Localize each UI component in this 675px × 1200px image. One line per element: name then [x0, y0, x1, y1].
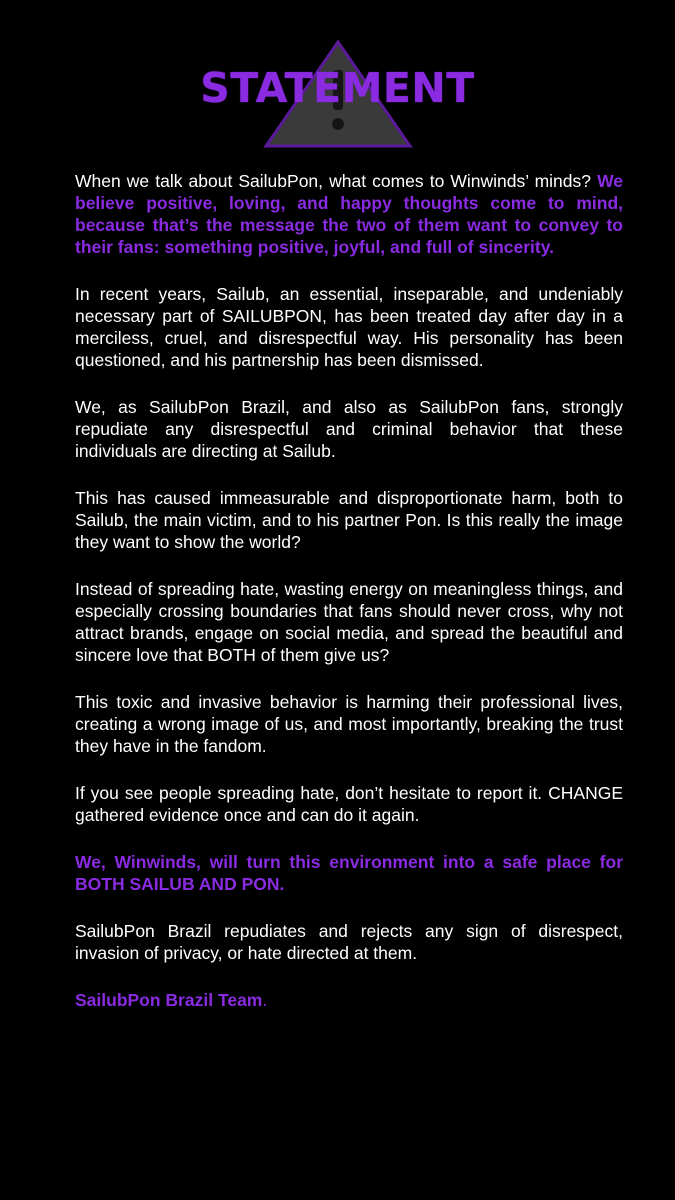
paragraph-6: This toxic and invasive behavior is harming their professional lives, creating a wrong image of us, and most importantly, breaking the trust they have in the fandom.	[75, 692, 623, 756]
header	[0, 40, 675, 150]
paragraph-8-highlight: We, Winwinds, will turn this environment into a safe place for BOTH SAILUB AND PON.	[75, 852, 623, 894]
statement-body	[75, 170, 623, 1036]
signature-period: .	[262, 990, 268, 1010]
paragraph-1-highlight: We believe positive, loving, and happy thoughts come to mind, because that’s the message the two of them want to convey to their fans: something positive, joyful, and full of sincerity.	[75, 171, 623, 257]
paragraph-4: This has caused immeasurable and disproportionate harm, both to Sailub, the main victim, and to his partner Pon. Is this really the image they want to show the world?	[75, 488, 623, 552]
paragraph-7: If you see people spreading hate, don’t hesitate to report it. CHANGE gathered evidence once and can do it again.	[75, 783, 623, 825]
paragraph-5: Instead of spreading hate, wasting energy on meaningless things, and especially crossing boundaries that fans should never cross, why not attract brands, engage on social media, and spread the beautiful and sincere love that BOTH of them give us?	[75, 579, 623, 665]
signature-text: SailubPon Brazil Team	[75, 990, 263, 1010]
paragraph-3: We, as SailubPon Brazil, and also as SailubPon fans, strongly repudiate any disrespectful and criminal behavior that these individuals are directing at Sailub.	[75, 397, 623, 461]
signature	[75, 989, 623, 1011]
page-title: STATEMENT	[200, 64, 475, 112]
paragraph-1-text: When we talk about SailubPon, what comes to Winwinds’ minds?	[75, 171, 598, 191]
paragraph-2: In recent years, Sailub, an essential, inseparable, and undeniably necessary part of SAILUBPON, has been treated day after day in a merciless, cruel, and disrespectful way. His personality has been questioned, and his partnership has been dismissed.	[75, 284, 623, 370]
paragraph-1	[75, 170, 623, 258]
paragraph-9: SailubPon Brazil repudiates and rejects any sign of disrespect, invasion of privacy, or hate directed at them.	[75, 921, 623, 963]
